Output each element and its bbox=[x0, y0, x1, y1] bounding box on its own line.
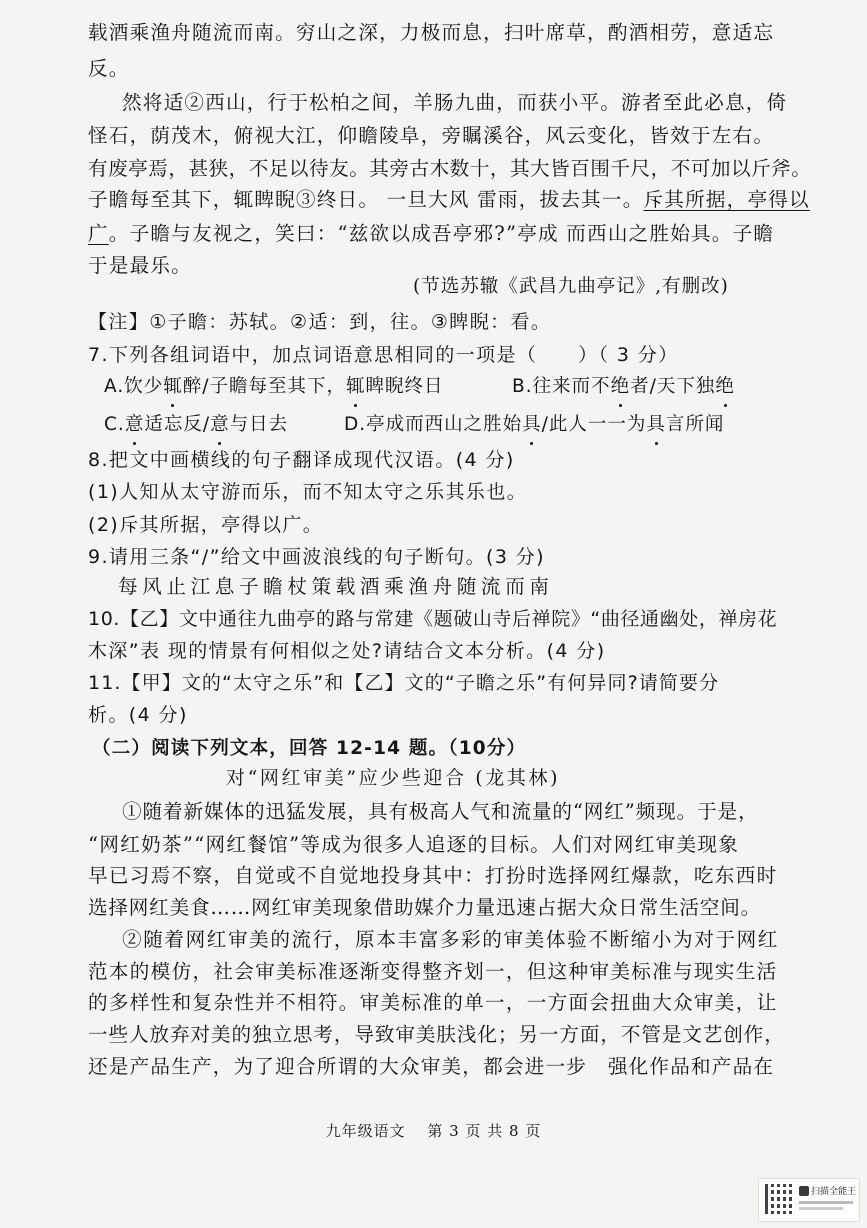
passage-line-2: 反。 bbox=[88, 57, 130, 80]
question-10-line-1: 10.【乙】文中通往九曲亭的路与常建《题破山寺后禅院》“曲径通幽处，禅房花 bbox=[88, 608, 778, 630]
question-9-stem: 9.请用三条“/”给文中画波浪线的句子断句。(3 分) bbox=[88, 546, 545, 568]
passage-source: (节选苏辙《武昌九曲亭记》,有删改) bbox=[413, 276, 729, 297]
question-8-sentence-1: (1)人知从太守游而乐，而不知太守之乐其乐也。 bbox=[88, 481, 528, 503]
paragraph-2-line-2: 范本的模仿，社会审美标准逐渐变得整齐划一，但这种审美标准与现实生活 bbox=[88, 960, 778, 983]
passage-line-6: 子瞻每至其下，辄睥睨③终日。 一旦大风 雷雨，拔去其一。斥其所据，亭得以 bbox=[88, 188, 810, 211]
question-8-stem: 8.把文中画横线的句子翻译成现代汉语。(4 分) bbox=[88, 449, 515, 471]
underlined-sentence-part1: 斥其所据，亭得以 bbox=[643, 188, 810, 211]
page-footer: 九年级语文 第 3 页 共 8 页 bbox=[325, 1122, 542, 1140]
qr-code-icon bbox=[765, 1184, 795, 1214]
scanner-badge bbox=[758, 1178, 860, 1222]
question-7-stem: 7.下列各组词语中，加点词语意思相同的一项是（ ）（ 3 分） bbox=[88, 344, 679, 366]
paragraph-2-line-4: 一些人放弃对美的独立思考，导致审美肤浅化；另一方面，不管是文艺创作， bbox=[88, 1023, 785, 1046]
section-2-heading: （二）阅读下列文本，回答 12-14 题。（10分） bbox=[92, 738, 527, 759]
article-title: 对“网红审美”应少些迎合 (龙其林) bbox=[226, 767, 561, 789]
question-11-line-2: 析。(4 分) bbox=[88, 704, 188, 726]
paragraph-2-line-3: 的多样性和复杂性并不相符。审美标准的单一，一方面会扭曲大众审美，让 bbox=[88, 991, 778, 1014]
passage-line-5: 有废亭焉，甚狭，不足以待友。其旁古木数十，其大皆百围千尺，不可加以斤斧。 bbox=[88, 157, 812, 180]
passage-line-7: 广。子瞻与友视之，笑曰：“兹欲以成吾亭邪?”亭成 而西山之胜始具。子瞻 bbox=[88, 222, 775, 245]
paragraph-1-line-4: 选择网红美食……网红审美现象借助媒介力量迅速占据大众日常生活空间。 bbox=[88, 896, 761, 919]
question-10-line-2: 木深”表 现的情景有何相似之处?请结合文本分析。(4 分) bbox=[88, 640, 606, 662]
paragraph-1-line-2: “网红奶茶”“网红餐馆”等成为很多人追逐的目标。人们对网红审美现象 bbox=[88, 833, 740, 856]
scanner-badge-label: 扫描全能王 bbox=[811, 1187, 857, 1197]
scanner-logo-icon bbox=[799, 1186, 809, 1196]
q7-option-d: D.亭成而西山之胜始具/此人一一为具言所闻 bbox=[344, 410, 724, 440]
paragraph-2-line-1: ②随着网红审美的流行，原本丰富多彩的审美体验不断缩小为对于网红 bbox=[122, 928, 780, 951]
passage-line-4: 怪石，荫茂木，俯视大江，仰瞻陵阜，旁瞩溪谷，风云变化，皆效于左右。 bbox=[88, 124, 775, 147]
paragraph-2-line-5: 还是产品生产，为了迎合所谓的大众审美，都会进一步 强化作品和产品在 bbox=[88, 1055, 775, 1078]
q7-option-a: A.饮少辄醉/子瞻每至其下，辄睥睨终日 bbox=[104, 372, 444, 402]
question-9-text: 每风止江息子瞻杖策载酒乘渔舟随流而南 bbox=[118, 575, 554, 598]
passage-line-8: 于是最乐。 bbox=[88, 254, 192, 277]
question-11-line-1: 11.【甲】文的“太守之乐”和【乙】文的“子瞻之乐”有何异同?请简要分 bbox=[88, 672, 720, 694]
question-8-sentence-2: (2)斥其所据，亭得以广。 bbox=[88, 514, 324, 536]
q7-option-b: B.往来而不绝者/天下独绝 bbox=[512, 372, 735, 402]
underlined-sentence-part2: 广 bbox=[88, 222, 109, 245]
paragraph-1-line-1: ①随着新媒体的迅猛发展，具有极高人气和流量的“网红”频现。于是， bbox=[122, 800, 759, 823]
q7-option-c: C.意适忘反/意与日去 bbox=[104, 410, 288, 440]
passage-line-3: 然将适②西山，行于松柏之间，羊肠九曲，而获小平。游者至此必息，倚 bbox=[122, 91, 788, 114]
paragraph-1-line-3: 早已习焉不察，自觉或不自觉地投身其中：打扮时选择网红爆款，吃东西时 bbox=[88, 864, 778, 887]
passage-note: 【注】①子瞻：苏轼。②适：到，往。③睥睨：看。 bbox=[88, 311, 552, 333]
passage-line-1: 载酒乘渔舟随流而南。穷山之深，力极而息，扫叶席草，酌酒相劳，意适忘 bbox=[88, 21, 775, 44]
